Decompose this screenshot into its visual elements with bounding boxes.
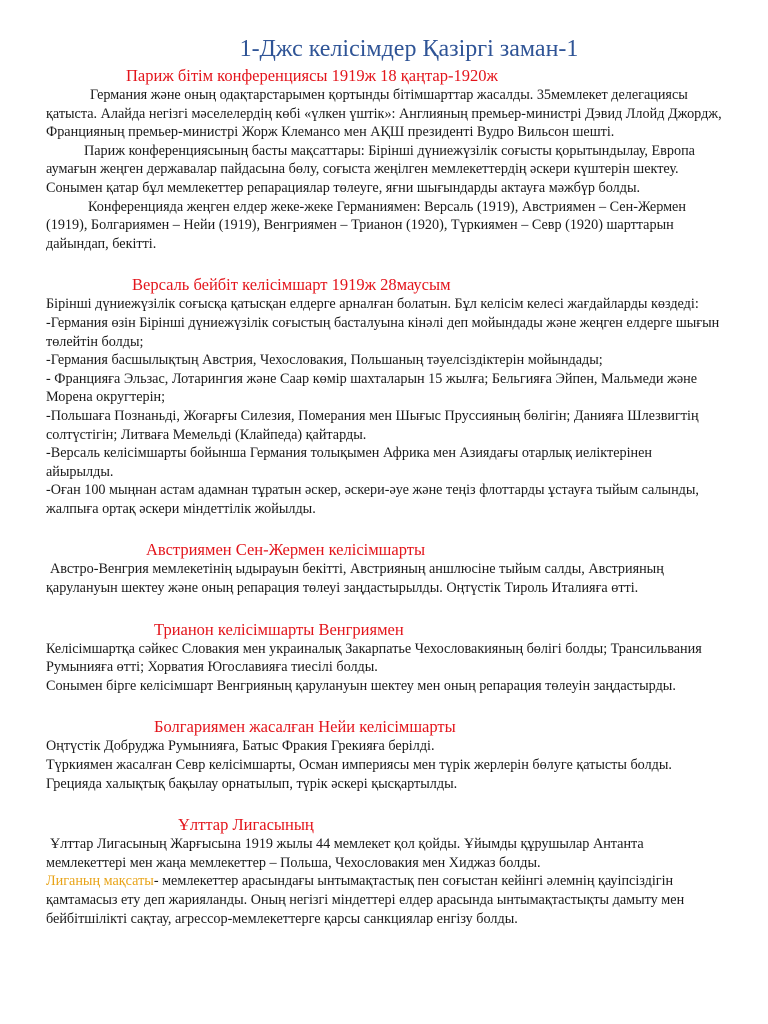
league-goal-paragraph [46, 872, 722, 928]
league-text: Ұлттар Лигасының Жарғысына 1919 жылы 44 мемлекет қол қойды. Ұйымды құрушылар Антанта мемлекеттері мен жаңа мемлекеттер – Польша, Чехословакия мен Хиджаз болды. [46, 836, 644, 871]
section-heading-paris: Париж бітім конференциясы 1919ж 18 қаңтар-1920ж [126, 66, 498, 85]
versailles-line-4: -Польшаға Познаньді, Жоғарғы Силезия, Померания мен Шығыс Пруссияның бөлігін; Данияға Шлезвигтің солтүстігін; Литваға Мемельді (Клайпеда) қайтарды. [46, 407, 699, 443]
section-heading-neuilly: Болгариямен жасалған Нейи келісімшарты [154, 717, 456, 737]
trianon-line-2: Сонымен бірге келісімшарт Венгрияның қарулануын шектеу мен оның репарация төлеуін заңдастырды. [46, 677, 676, 694]
neuilly-line-2: Түркиямен жасалған Севр келісімшарты, Осман империясы мен түрік жерлерін бөлуге қатысты болды. Грецияда халықтық бақылау орнатылып, түрік әскері қысқартылды. [46, 757, 672, 792]
saint-germain-text: Австро-Венгрия мемлекетінің ыдырауын бекітті, Австрияның аншлюсіне тыйым салды, Австрияның қарулануын шектеу және оның репарация төлеуі заңдастырылды. Оңтүстік Тироль Италияға өтті. [46, 561, 664, 597]
league-goal-label: Лиганың мақсаты [46, 873, 154, 890]
section-heading-versailles: Версаль бейбіт келісімшарт 1919ж 28маусым [132, 275, 451, 295]
versailles-line-3: - Францияға Эльзас, Лотарингия және Саар көмір шахталарын 15 жылға; Бельгияға Эйпен, Мальмеди және Морена округтерін; [46, 370, 698, 406]
versailles-line-5: -Версаль келісімшарты бойынша Германия толықымен Африка мен Азиядағы отарлық иеліктерінен айырылды. [46, 445, 653, 480]
paris-paragraph-1: Германия және оның одақтарстарымен қортынды бітімшарттар жасалды. 35мемлекет делегациясы қатыста. Алайда негізгі мәселелердің көбі «үлкен үштік»: Англияның премьер-министрі Дэвид Ллойд Джордж, Францияның премьер-министрі Жорж Клемансо мен АҚШ президенті Вудро Вильсон шешті. [46, 87, 722, 141]
section-heading-trianon: Трианон келісімшарты Венгриямен [154, 619, 404, 639]
document-page [46, 34, 722, 928]
versailles-line-1: Бірінші дүниежүзілік соғысқа қатысқан елдерге арналған болатын. Бұл келісім келесі жағдайларды көздеді: -Германия өзін Бірінші дүниежүзілік соғыстың басталуына кінәлі деп мойындады және жеңген елдерге шығын төлейтін болды; [46, 296, 720, 350]
trianon-line-1: Келісімшартқа сәйкес Словакия мен украиналық Закарпатье Чехословакияның бөлігі болды; Трансильвания Румынияға өтті; Хорватия Югославияға тиесілі болды. [46, 640, 702, 676]
section-heading-saint-germain: Австриямен Сен-Жермен келісімшарты [146, 540, 426, 560]
league-goal-text: - мемлекеттер арасындағы ынтымақтастық пен соғыстан кейінгі әлемнің қауіпсіздігін қамтамасыз ету деп жарияланды. Оның негізгі міндеттері елдер арасында ынтымақтастықты дамыту мен бейбітшілікті сақтау, агрессор-мемлекеттерге қарсы санкциялар енгізу болды. [46, 873, 685, 927]
paris-paragraph-3: Конференцияда жеңген елдер жеке-жеке Германиямен: Версаль (1919), Австриямен – Сен-Жермен (1919), Болгариямен – Нейи (1919), Венгриямен – Трианон (1920), Түркиямен – Севр (1920) шарттарын дайындап, бекітті. [46, 198, 686, 252]
versailles-line-6: -Оған 100 мыңнан астам адамнан тұратын әскер, әскери-әуе және теңіз флоттарды ұстауға тыйым салынды, жалпыға ортақ әскери міндеттілік жойылды. [46, 482, 699, 517]
section-heading-league: Ұлттар Лигасының [178, 815, 314, 835]
document-title: 1-Джс келісімдер Қазіргі заман-1 [239, 36, 579, 62]
neuilly-line-1: Оңтүстік Добруджа Румынияға, Батыс Фракия Грекияға берілді. [46, 738, 435, 755]
versailles-line-2: -Германия басшылықтың Австрия, Чехословакия, Польшаның тәуелсіздіктерін мойындады; [46, 352, 603, 369]
paris-paragraph-2: Париж конференциясының басты мақсаттары: Бірінші дүниежүзілік соғысты қорытындылау, Европа аумағын жеңген державалар пайдасына бөлу, соғыста жеңілген мемлекеттердің әскери күштерін шектеу. Сонымен қатар бұл мемлекеттер репарациялар төлеуге, яғни шығындарды актауға мәжбүр болды. [46, 142, 695, 196]
